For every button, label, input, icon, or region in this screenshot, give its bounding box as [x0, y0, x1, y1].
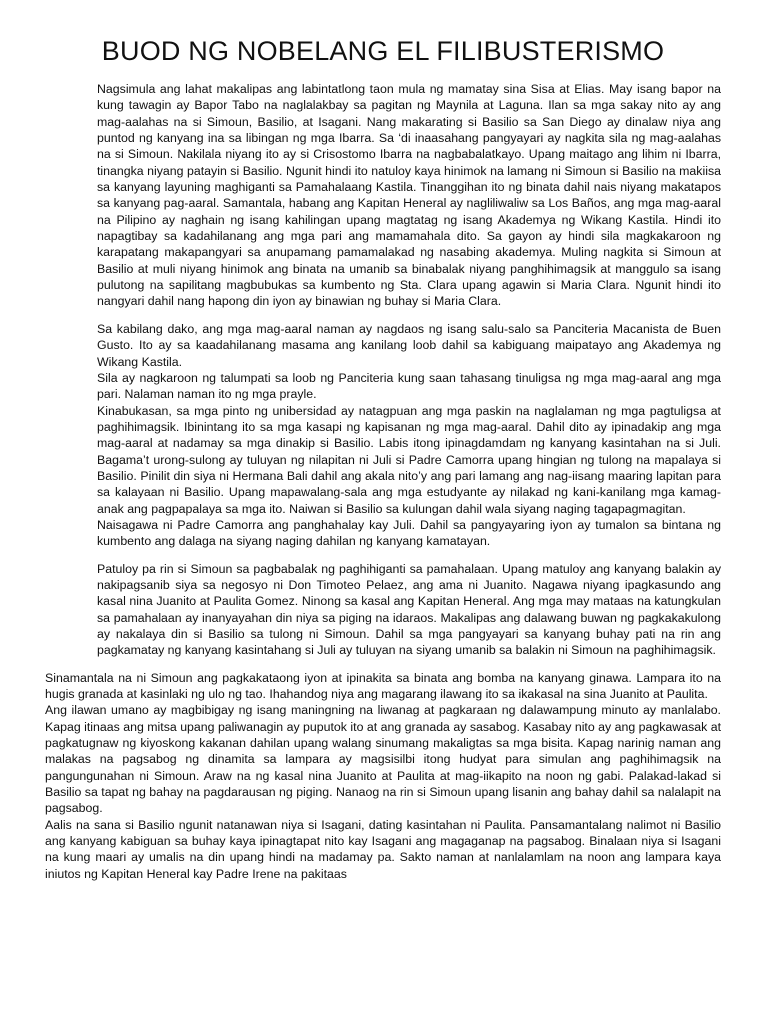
paragraph-line: Sa kabilang dako, ang mga mag-aaral naman ay nagdaos ng isang salu-salo sa Panciteria Macanista de Buen Gusto. Ito ay sa kaadahilanang masama ang kanilang loob dahil sa kabiguang maipatayo ang Akademya ng Wikang Kastila. [97, 321, 721, 369]
paragraph-4 [45, 670, 721, 882]
paragraph-line: Aalis na sana si Basilio ngunit natanawan niya si Isagani, dating kasintahan ni Paulita. Pansamantalang nalimot ni Basilio ang kanyang kabiguan sa buhay kaya ipinagtapat nito kay Isagani ang magaganap na pagsabog. Binalaan niya si Isagani na kung maari ay umalis na din upang hindi na madamay pa. Sakto naman at nanlalamlam na noon ang lampara kaya iniutos ng Kapitan Heneral kay Padre Irene na pakitaas [45, 817, 721, 881]
paragraph-line: Sila ay nagkaroon ng talumpati sa loob ng Panciteria kung saan tahasang tinuligsa ng mga mag-aaral ang mga pari. Nalaman naman ito ng mga prayle. [97, 370, 721, 402]
paragraph-line: Naisagawa ni Padre Camorra ang panghahalay kay Juli. Dahil sa pangyayaring iyon ay tumalon sa bintana ng kumbento ang dalaga na siyang naging dahilan ng kanyang kamatayan. [97, 517, 721, 549]
paragraph-2 [45, 321, 721, 550]
paragraph-line: Patuloy pa rin si Simoun sa pagbabalak ng paghihiganti sa pamahalaan. Upang matuloy ang kanyang balakin ay nakipagsanib siya sa negosyo ni Don Timoteo Pelaez, ang ama ni Juanito. Nagawa niyang ipagkasundo ang kasal nina Juanito at Paulita Gomez. Ninong sa kasal ang Kapitan Heneral. Ang mga may mataas na katungkulan sa pamahalaan ay inanyayahan din niya sa piging na idaraos. Makalipas ang dalawang buwan ng pagkakakulong ay nakalaya din si Basilio sa tulong ni Simoun. Dahil sa mga pangyayari sa kanyang buhay pati na rin ang pagkamatay ng kanyang kasintahang si Juli ay tuluyan na siyang umanib sa balakin ni Simoun na paghihimagsik. [97, 561, 721, 658]
paragraph-1 [45, 81, 721, 310]
paragraph-line: Nagsimula ang lahat makalipas ang labintatlong taon mula ng mamatay sina Sisa at Elias. May isang bapor na kung tawagin ay Bapor Tabo na naglalakbay sa pagitan ng Maynila at Laguna. Ilan sa mga sakay nito ay ang mag-aalahas na si Simoun, Basilio, at Isagani. Nang makarating si Basilio sa San Diego ay dinalaw niya ang puntod ng kanyang ina sa libingan ng mga Ibarra. Sa ‘di inaasahang pangyayari ay nagkita sila ng mag-aalahas na si Simoun. Nakilala niyang ito ay si Crisostomo Ibarra na nagbabalatkayo. Upang maitago ang lihim ni Ibarra, tinangka niyang patayin si Basilio. Ngunit hindi ito natuloy kaya hinimok na lamang ni Simoun si Basilio na makiisa sa kanyang layuning maghiganti sa Pamahalaang Kastila. Tinanggihan ito ng binata dahil nais niyang makatapos sa kanyang pag-aaral. Samantala, habang ang Kapitan Heneral ay nagliliwaliw sa Los Baños, ang mga mag-aaral na Pilipino ay naghain ng isang kahilingan upang magtatag ng isang Akademya ng Wikang Kastila. Hindi ito napagtibay sa kadahilanang ang mga pari ang mamamahala dito. Sa gayon ay hindi sila magkakaroon ng karapatang makapangyari sa anupamang pamamalakad ng nasabing akademya. Muling nagkita si Simoun at Basilio at muli niyang hinimok ang binata na umanib sa binabalak niyang panghihimagsik at manggulo sa isang pulutong na sapilitang magbubukas sa kumbento ng Sta. Clara upang agawin si Maria Clara. Ngunit hindi ito nangyari dahil nang hapong din iyon ay binawian ng buhay si Maria Clara. [97, 82, 721, 309]
paragraph-line: Ang ilawan umano ay magbibigay ng isang maningning na liwanag at pagkaraan ng dalawampung minuto ay manlalabo. Kapag itinaas ang mitsa upang paliwanagin ay puputok ito at ang granada ay sasabog. Kasabay nito ay ang pagkawasak at pagkatugnaw ng kiyoskong kakanan dahilan upang walang sinumang makaligtas sa mga bisita. Kapag narinig naman ang malakas na pagsabog ng dinamita sa lampara ay magsisilbi itong hudyat para simulan ang paghihimagsik na pangungunahan ni Simoun. Araw na ng kasal nina Juanito at Paulita at mag-iikapito na noon ng gabi. Palakad-lakad si Basilio sa tapat ng bahay na pagdarausan ng piging. Nanaog na rin si Simoun upang lisanin ang bahay dahil sa nalalapit na pagsabog. [45, 703, 721, 816]
paragraph-line: Sinamantala na ni Simoun ang pagkakataong iyon at ipinakita sa binata ang bomba na kanyang ginawa. Lampara ito na hugis granada at kasinlaki ng ulo ng tao. Ihahandog niya ang magarang ilawang ito sa ikakasal na sina Juanito at Paulita. [45, 670, 721, 702]
paragraph-line: Kinabukasan, sa mga pinto ng unibersidad ay natagpuan ang mga paskin na naglalaman ng mga pagtuligsa at paghihimagsik. Ibinintang ito sa mga kasapi ng kapisanan ng mga mag-aaral. Dahil dito ay ipinadakip ang mga mag-aaral at nadamay sa mga dinakip si Basilio. Labis itong ipinagdamdam ng kanyang kasintahan na si Juli. Bagama’t urong-sulong ay tuluyan ng nilapitan ni Juli si Padre Camorra upang hingian ng tulong na mapalaya si Basilio. Pinilit din siya ni Hermana Bali dahil ang akala nito’y ang pari lamang ang nag-iisang maaring lapitan para sa kalayaan ni Basilio. Upang mapawalang-sala ang mga estudyante ay nilakad ng kani-kanilang mga kamag-anak ang pagpapalaya sa mga ito. Naiwan si Basilio sa kulungan dahil wala siyang naging tagapagmagitan. [97, 403, 721, 516]
document-title: BUOD NG NOBELANG EL FILIBUSTERISMO [101, 36, 665, 66]
paragraph-3 [45, 561, 721, 659]
